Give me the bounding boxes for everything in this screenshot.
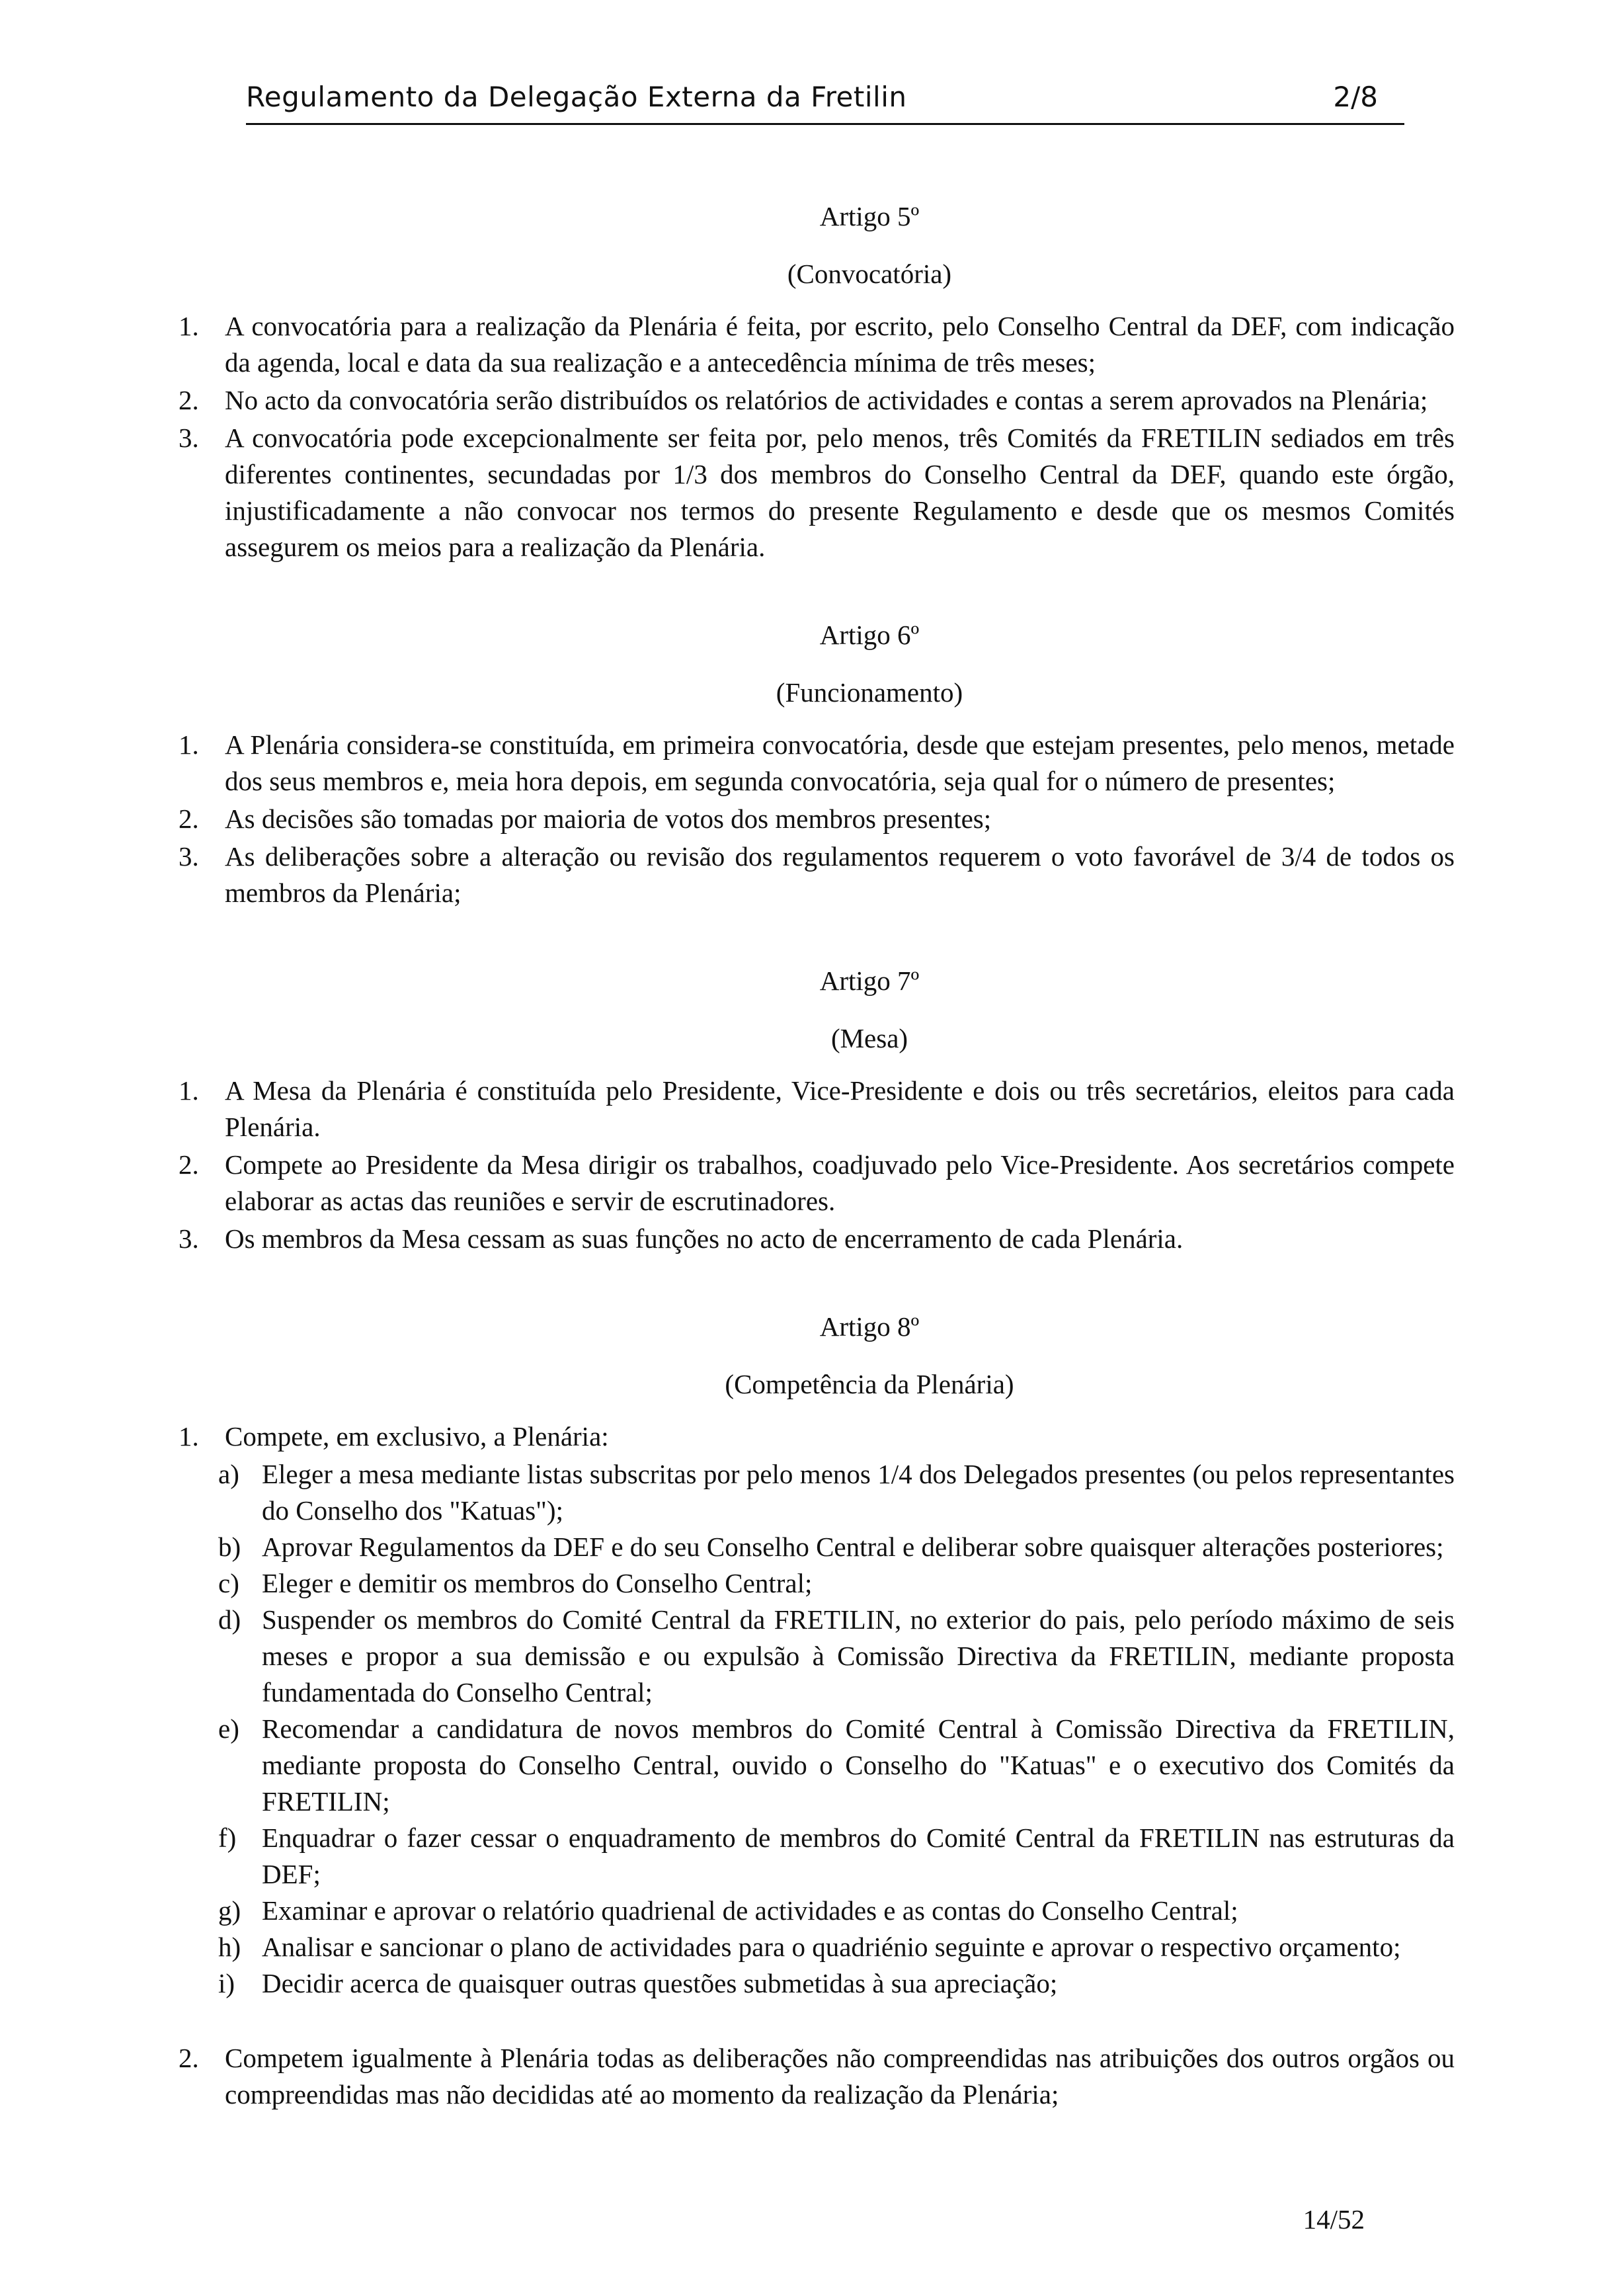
- sub-item-letter: h): [218, 1932, 241, 1962]
- list-item: [179, 801, 1455, 837]
- item-number: 2.: [179, 803, 199, 834]
- sub-item: [179, 1602, 1455, 1711]
- article-7: [179, 963, 1455, 1257]
- sub-item: [179, 1965, 1455, 2002]
- item-text: A convocatória para a realização da Plenária é feita, por escrito, pelo Conselho Central da DEF, com indicação da agenda, local e data da sua realização e a antecedência mínima de três meses;: [225, 311, 1455, 378]
- article-title: Artigo 6º: [819, 620, 920, 650]
- item-number: 1.: [179, 311, 199, 341]
- article-5: [179, 198, 1455, 565]
- document-body: [179, 198, 1455, 2114]
- sub-item-text: Enquadrar o fazer cessar o enquadramento de membros do Comité Central da FRETILIN nas estruturas da DEF;: [262, 1823, 1455, 1889]
- item-number: 1.: [179, 1075, 199, 1106]
- sub-item-letter: a): [218, 1459, 239, 1489]
- sub-item: [179, 1893, 1455, 1929]
- list-item: [179, 2040, 1455, 2113]
- list-item: [179, 382, 1455, 419]
- article-title: Artigo 5º: [819, 201, 920, 231]
- document-title: Regulamento da Delegação Externa da Fretilin: [246, 81, 907, 113]
- article-subtitle: (Convocatória): [787, 259, 952, 289]
- article-title: Artigo 7º: [819, 965, 920, 996]
- item-number: 3.: [179, 841, 199, 872]
- sub-item-text: Aprovar Regulamentos da DEF e do seu Conselho Central e deliberar sobre quaisquer alterações posteriores;: [262, 1532, 1444, 1562]
- item-text: Os membros da Mesa cessam as suas funções no acto de encerramento de cada Plenária.: [225, 1223, 1184, 1254]
- sub-item-text: Recomendar a candidatura de novos membros do Comité Central à Comissão Directiva da FRETILIN, mediante proposta do Conselho Central, ouvido o Conselho do "Katuas" e o executivo dos Comités da FRETILIN;: [262, 1713, 1455, 1817]
- item-number: 1.: [179, 1421, 199, 1452]
- sub-item: [179, 1820, 1455, 1893]
- item-number: 3.: [179, 1223, 199, 1254]
- item-number: 2.: [179, 2043, 199, 2073]
- item-text: Competem igualmente à Plenária todas as deliberações não compreendidas nas atribuições dos outros orgãos ou compreendidas mas não decididas até ao momento da realização da Plenária;: [225, 2043, 1455, 2110]
- item-text: As decisões são tomadas por maioria de votos dos membros presentes;: [225, 803, 992, 834]
- page-header: [246, 81, 1404, 125]
- item-text: A Mesa da Plenária é constituída pelo Presidente, Vice-Presidente e dois ou três secretários, eleitos para cada Plenária.: [225, 1075, 1455, 1142]
- sub-item: [179, 1929, 1455, 1965]
- article-subtitle: (Mesa): [830, 1023, 908, 1053]
- item-text: A Plenária considera-se constituída, em primeira convocatória, desde que estejam presentes, pelo menos, metade dos seus membros e, meia hora depois, em segunda convocatória, seja qual for o número de presentes;: [225, 729, 1455, 796]
- item-text: As deliberações sobre a alteração ou revisão dos regulamentos requerem o voto favorável de 3/4 de todos os membros da Plenária;: [225, 841, 1455, 908]
- article-6: [179, 617, 1455, 911]
- item-number: 2.: [179, 385, 199, 415]
- sub-item-letter: c): [218, 1568, 239, 1598]
- sub-item-letter: g): [218, 1895, 241, 1926]
- list-item: [179, 420, 1455, 565]
- item-number: 1.: [179, 729, 199, 760]
- sub-item-letter: d): [218, 1604, 241, 1635]
- header-page-number: 2/8: [1333, 81, 1378, 113]
- sub-item: [179, 1456, 1455, 1529]
- sub-item-letter: b): [218, 1532, 241, 1562]
- footer-page-number: 14/52: [1303, 2204, 1365, 2234]
- sub-item-text: Suspender os membros do Comité Central da FRETILIN, no exterior do pais, pelo período máximo de seis meses e propor a sua demissão e ou expulsão à Comissão Directiva da FRETILIN, mediante proposta fundamentada do Conselho Central;: [262, 1604, 1455, 1707]
- item-text: A convocatória pode excepcionalmente ser feita por, pelo menos, três Comités da FRETILIN sediados em três diferentes continentes, secundadas por 1/3 dos membros do Conselho Central da DEF, quando este órgão, injustificadamente a não convocar nos termos do presente Regulamento e desde que os mesmos Comités assegurem os meios para a realização da Plenária.: [225, 423, 1455, 562]
- list-item: [179, 839, 1455, 911]
- article-title: Artigo 8º: [819, 1311, 920, 1342]
- sub-item: [179, 1529, 1455, 1565]
- list-item: [179, 1073, 1455, 1145]
- list-item: [179, 1221, 1455, 1257]
- sub-item: [179, 1565, 1455, 1602]
- sub-item-letter: i): [218, 1968, 235, 1998]
- list-item: [179, 1418, 1455, 1455]
- sub-item-text: Eleger a mesa mediante listas subscritas por pelo menos 1/4 dos Delegados presentes (ou pelos representantes do Conselho dos "Katuas");: [262, 1459, 1455, 1526]
- sub-item-letter: e): [218, 1713, 239, 1744]
- article-8: [179, 1309, 1455, 2113]
- article-subtitle: (Funcionamento): [776, 677, 963, 708]
- item-number: 3.: [179, 423, 199, 453]
- sub-item: [179, 1711, 1455, 1820]
- list-item: [179, 727, 1455, 800]
- item-number: 2.: [179, 1149, 199, 1180]
- sub-item-text: Decidir acerca de quaisquer outras questões submetidas à sua apreciação;: [262, 1968, 1058, 1998]
- list-item: [179, 308, 1455, 381]
- list-item: [179, 1147, 1455, 1219]
- sub-item-text: Eleger e demitir os membros do Conselho Central;: [262, 1568, 813, 1598]
- item-text: Compete ao Presidente da Mesa dirigir os trabalhos, coadjuvado pelo Vice-Presidente. Aos secretários compete elaborar as actas das reuniões e servir de escrutinadores.: [225, 1149, 1455, 1216]
- sub-item-text: Analisar e sancionar o plano de actividades para o quadriénio seguinte e aprovar o respectivo orçamento;: [262, 1932, 1401, 1962]
- sub-item-text: Examinar e aprovar o relatório quadrienal de actividades e as contas do Conselho Central;: [262, 1895, 1238, 1926]
- sub-item-letter: f): [218, 1823, 237, 1853]
- item-text: Compete, em exclusivo, a Plenária:: [225, 1421, 609, 1452]
- item-text: No acto da convocatória serão distribuídos os relatórios de actividades e contas a serem aprovados na Plenária;: [225, 385, 1428, 415]
- article-subtitle: (Competência da Plenária): [725, 1369, 1014, 1399]
